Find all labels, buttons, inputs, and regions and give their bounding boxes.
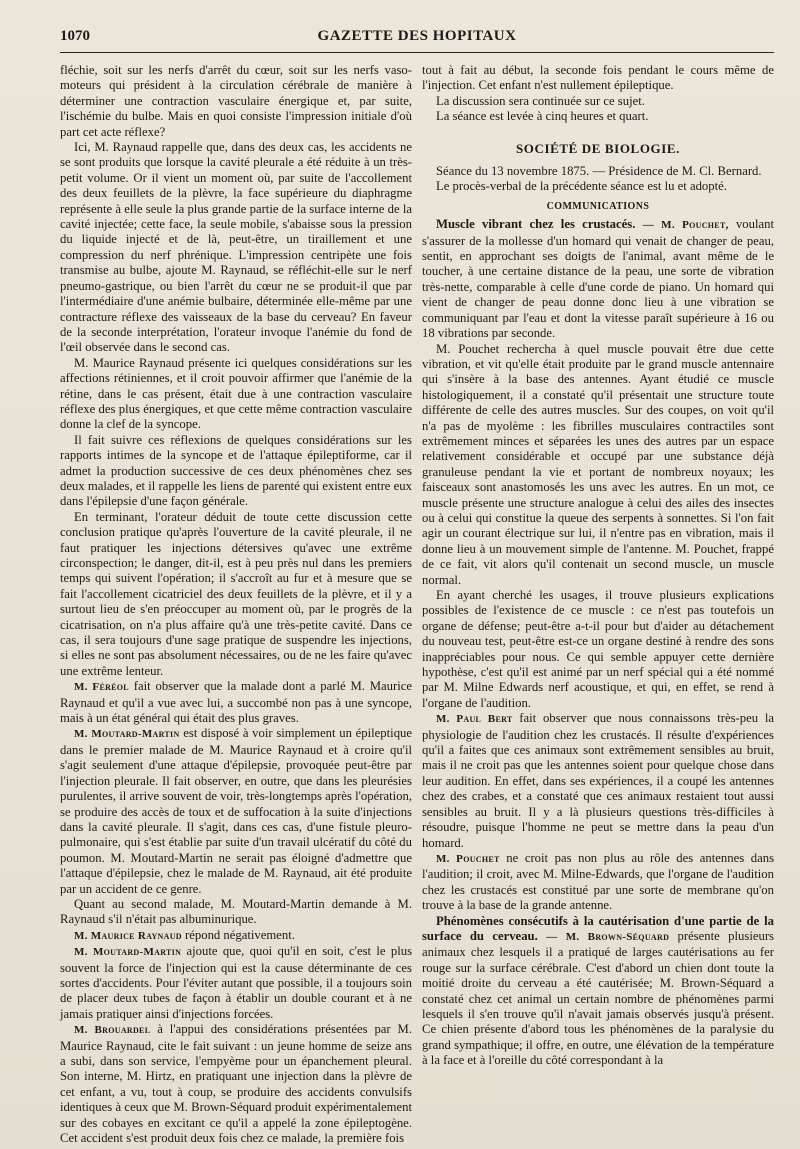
speaker-name: M. Moutard-Martin xyxy=(74,946,182,959)
paragraph-text: ajoute que, quoi qu'il en soit, c'est le plus souvent la force de l'injection qui est la cause déterminante de ces sortes d'accidents. Pour l'éviter autant que possible, il a toujours soin de placer deux tubes de façon à établir un double courant et à ne jamais pratiquer ainsi d'injections forcées. xyxy=(60,944,413,1021)
section-title: SOCIÉTÉ DE BIOLOGIE. xyxy=(515,140,681,156)
paragraph: Ici, M. Raynaud rappelle que, dans des deux cas, les accidents ne se sont produits que lorsque la cavité pleurale a été réduite à un très-petit volume. Or il vient un moment où, par suite de l'accollement des deux feuillets de la plèvre, la face supérieure du diaphragme représente à elle seule la plus grande partie de la surface interne de la cavité injectée; cette face, la seule mobile, s'abaisse sous la pression du liquide injecté et de là, peut-être, un tiraillement et une compression du nerf phrénique. L'impression centripète une fois transmise au bulbe, ajoute M. Raynaud, se réfléchit-elle sur le nerf pneumo-gastrique, ou bien l'arrêt du cœur ne se produit-il que par l'intermédiaire d'une anémie bulbaire, déterminée elle-même par une contracture réflexe des vaisseaux de la base du cerveau? En faveur de la seconde interprétation, l'orateur invoque l'anémie du fond de l'œil observée dans le second cas. xyxy=(60,140,412,355)
paragraph xyxy=(422,851,774,914)
paragraph: Il fait suivre ces réflexions de quelques considérations sur les rapports intimes de la syncope et de l'attaque épileptiforme, car il admet la production successive de ces deux phénomènes chez ses deux malades, et il rappelle les liens de parenté qui existent entre eux dans l'épilepsie d'une façon générale. xyxy=(60,432,412,509)
speaker-name: M. Pouchet xyxy=(436,852,500,865)
page-number: 1070 xyxy=(60,28,90,44)
left-column xyxy=(60,63,412,1146)
paragraph-text: à l'appui des considérations présentées par M. Maurice Raynaud, cite le fait suivant : un jeune homme de seize ans a subi, dans son service, l'empyème pour un épanchement pleural. Son interne, M. Hirtz, en pratiquant une injection dans la plèvre de cet enfant, a vu, tout à coup, se produire des accidents convulsifs identiques à ceux que M. Brown-Séquard produit expérimentalement sur des cobayes en excitant ce qu'il a appelé la zone épileptogène. Cet accident s'est produit deux fois chez ce malade, la première fois xyxy=(60,1022,412,1146)
speaker-name: M. Brouardel xyxy=(74,1024,151,1037)
journal-title: GAZETTE DES HOPITAUX xyxy=(317,28,517,44)
minutes-line: Le procès-verbal de la précédente séance est lu et adopté. xyxy=(436,179,727,194)
paragraph xyxy=(422,217,774,341)
speaker-name: — M. Pouchet, xyxy=(642,219,729,232)
session-line: Séance du 13 novembre 1875. — Présidence de M. Cl. Bernard. xyxy=(436,164,762,179)
paragraph: tout à fait au début, la seconde fois pendant le cours même de l'injection. Cet enfant n'est nullement épileptique. xyxy=(422,63,774,93)
paragraph xyxy=(422,914,774,1069)
paragraph: En ayant cherché les usages, il trouve plusieurs explications possibles de l'existence de ce muscle : ce n'est pas toutefois un organe de défense; peut-être a-t-il pour but d'aider au détachement du nouveau test, peut-être est-ce un organe destiné à rendre des sons inappréciables pour nous. Ce qui semble appuyer cette dernière hypothèse, c'est qu'il est animé par un nerf spécial qui a été nommé par M. Milne Edwards nerf acoustique, et qui, en effet, se rend à l'organe de l'audition. xyxy=(422,588,774,710)
paragraph: M. Maurice Raynaud présente ici quelques considérations sur les affections rétiniennes, et il croit pouvoir affirmer que l'anémie de la rétine, dans le cas présent, était due à une contraction vasculaire réflexe des plus énergiques, et que cette même contraction vasculaire donne la clef de la syncope. xyxy=(60,355,412,432)
paragraph: M. Pouchet rechercha à quel muscle pouvait être due cette vibration, et vit qu'elle était produite par le grand muscle antennaire qui s'insère à la base des antennes. Ayant étudié ce muscle histologiquement, il a constaté qu'il présentait une structure toute différente de celle des autres muscles. Sur des coupes, on voit qu'il n'a pas de myolème : les fibrilles musculaires contractiles sont extrêmement minces et séparées les unes des autres par un espace relativement considérable et occupé par une substance déjà granuleuse pendant la vie et portant de nombreux noyaux; les faisceaux sont anastomosés les uns avec les autres. En un mot, ce muscle présente une structure analogue à celui des ailes des insectes ou à celui qui constitue la queue des serpents à sonnettes. Si l'on fait agir un courant électrique sur lui, il n'entre pas en vibration, mais il donne lieu à un mouvement simple de l'antenne. M. Pouchet, frappé de ce fait, vit alors qu'il contenait un second muscle, un muscle normal. xyxy=(422,341,774,587)
text-columns xyxy=(60,63,774,1146)
paragraph-text: voulant s'assurer de la mollesse d'un homard qui venait de changer de peau, sentit, en approchant ses doigts de l'animal, avant même de le toucher, à une certaine distance de la peau, une sorte de vibration très-nette, comparable à celle d'une corde de piano. Un homard qui vient de changer de peau donne donc lieu à une vibration se communiquant par l'eau et dont la vitesse paraît supérieure à 16 ou 18 vibrations par seconde. xyxy=(422,217,775,341)
paragraph: La séance est levée à cinq heures et quart. xyxy=(436,109,649,124)
paragraph-text: fait observer que la malade dont a parlé M. Maurice Raynaud et qu'il a vue avec lui, a succombé non pas à une syncope, mais à un état général qui était des plus graves. xyxy=(60,679,413,726)
paragraph: En terminant, l'orateur déduit de toute cette discussion cette conclusion pratique qu'après l'ouverture de la cavité pleurale, il ne faut pratiquer les injections détersives qu'avec une extrême circonspection; le danger, dit-il, est à peu près nul dans les premiers temps qui suivent l'opération; il s'accroît au fur et à mesure que se fait l'accollement cicatriciel des deux feuillets de la plèvre, et il y a surtout lieu de s'en préoccuper au moment où, par le progrès de la cicatrisation, on n'a plus affaire qu'à une très-petite cavité. Dans ce cas, il sera toujours d'une sage pratique de suspendre les injections, si elles ne sont pas absolument nécessaires, ou de ne les faire qu'avec une extrême lenteur. xyxy=(60,509,412,678)
paragraph xyxy=(422,711,774,851)
speaker-name: — M. Brown-Séquard xyxy=(546,930,670,943)
paragraph xyxy=(60,928,412,944)
page-header xyxy=(60,28,774,53)
right-column xyxy=(422,63,774,1146)
paragraph-text: fait observer que nous connaissons très-peu la physiologie de l'audition chez les crustacés. Il résulte d'expériences qu'il a faites que ces animaux sont extrêmement sensibles au bruit, mais il ne croit pas que les antennes soient pour quelque chose dans leur audition. En effet, dans ses expériences, il a coupé les antennes chez des crabes, et a constaté que ces animaux restaient tout aussi sensibles au bruit. Il y a là plusieurs questions très-difficiles à résoudre, puisque l'homme ne peut se mettre dans la peau d'un homard. xyxy=(422,711,775,850)
communication-title: Muscle vibrant chez les crustacés. xyxy=(436,217,636,232)
speaker-name: M. Féréol xyxy=(74,681,129,694)
paragraph xyxy=(60,726,412,896)
paragraph xyxy=(60,1022,412,1146)
paragraph: Quant au second malade, M. Moutard-Martin demande à M. Raynaud s'il n'était pas albuminurique. xyxy=(60,896,412,927)
speaker-name: M. Maurice Raynaud xyxy=(74,929,182,942)
speaker-name: M. Paul Bert xyxy=(436,713,513,726)
speaker-name: M. Moutard-Martin xyxy=(74,728,180,741)
subsection-title: COMMUNICATIONS xyxy=(546,200,650,212)
paragraph-text: ne croit pas non plus au rôle des antennes dans l'audition; il croit, avec M. Milne-Edwards, que l'organe de l'audition chez les crustacés est constitué par une sorte de membrane qu'on trouve à la base de la grande antenne. xyxy=(422,850,775,913)
paragraph-text: répond négativement. xyxy=(185,927,295,942)
paragraph: La discussion sera continuée sur ce sujet. xyxy=(436,93,645,108)
paragraph-text: présente plusieurs animaux chez lesquels il a pratiqué de larges cautérisations au fer rouge sur la surface cérébrale. C'est d'abord un chien dont toute la moitié droite du cerveau a été cautérisée; M. Brown-Séquard a constaté chez cet animal un certain nombre de phénomènes parmi lesquels il s'en trouve qu'il n'avait jamais observés jusqu'à présent. Ce chien présente d'abord tous les phénomènes de la paralysie du grand sympathique; il offre, en outre, une élévation de la température à la face et à l'oreille du côté correspondant à la xyxy=(422,928,774,1068)
paragraph xyxy=(60,944,412,1022)
paragraph: fléchie, soit sur les nerfs d'arrêt du cœur, soit sur les nerfs vaso-moteurs qui président à la circulation cérébrale de manière à déterminer une contraction vasculaire énergique et, par suite, l'ischémie du bulbe. Mais en quoi consiste l'impression initiale d'où part cet acte réflexe? xyxy=(60,63,412,139)
paragraph xyxy=(60,679,412,726)
communication-title: Phénomènes consécutifs à la cautérisation d'une partie de la surface du cerveau. xyxy=(422,913,774,943)
paragraph-text: est disposé à voir simplement un épileptique dans le premier malade de M. Maurice Raynaud et à croire qu'il s'agit seulement d'une attaque d'épilepsie, provoquée peut-être par l'injection pleurale. Il fait observer, en outre, que dans les pleurésies purulentes, il arrive souvent de voir, très-longtemps après l'opération, se produire des accès de toux et de suffocation à la suite d'injections dans la cavité pleurale. Il s'agit, dans ces cas, d'une fistule pleuro-pulmonaire, qui s'est établie par suite d'un travail ulcératif du côté du poumon. M. Moutard-Martin ne serait pas éloigné d'admettre que l'attaque d'épilepsie, chez le malade de M. Raynaud, ait été produite par un accident de ce genre. xyxy=(60,726,413,896)
